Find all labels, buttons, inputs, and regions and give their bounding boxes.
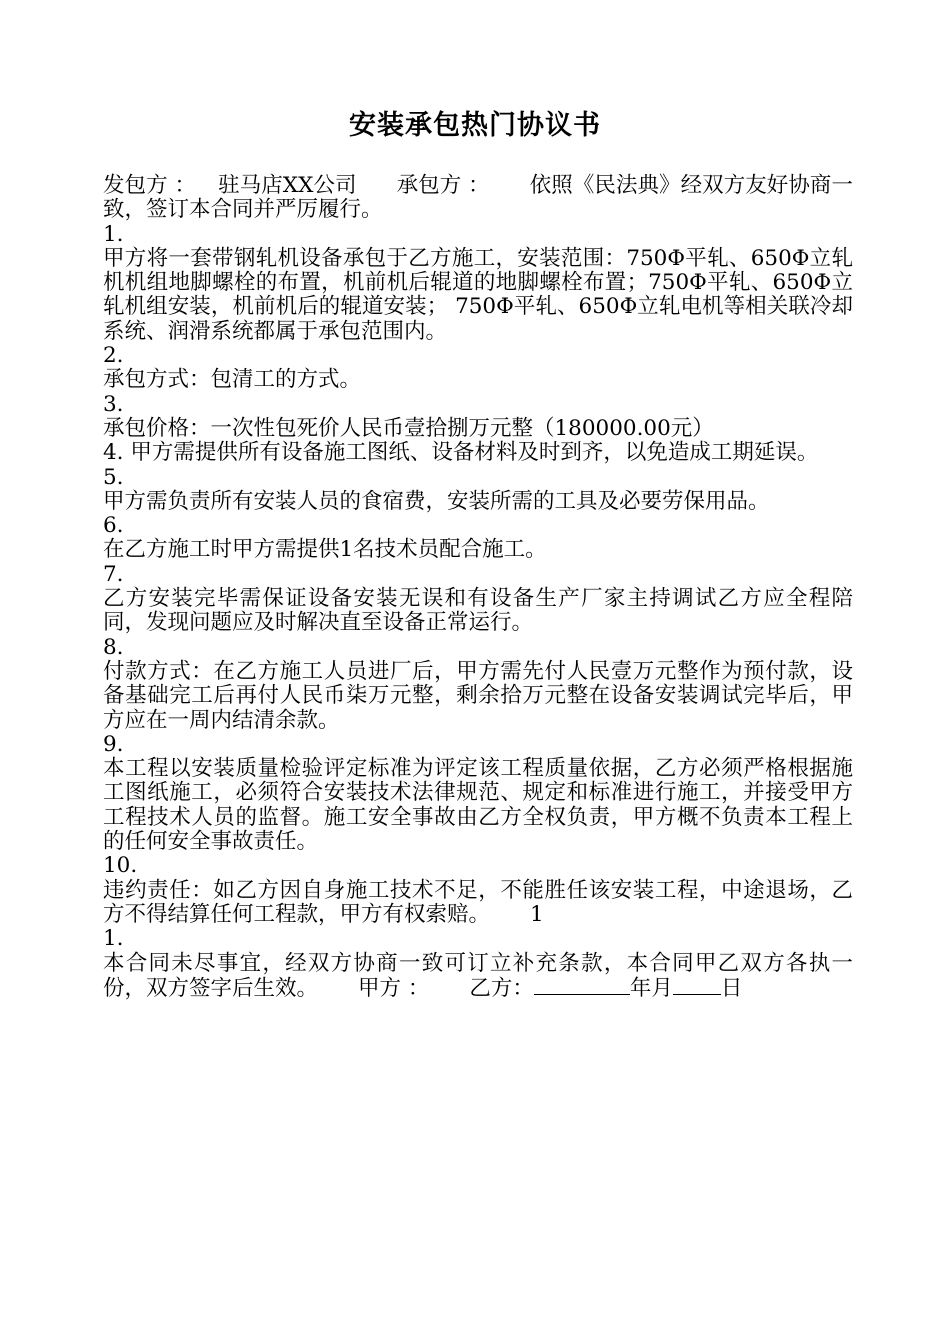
clause-number: 3. <box>103 391 124 417</box>
clause-text: 承包价格：一次性包死价人民币壹拾捌万元整（180000.00元） <box>103 415 714 441</box>
clause-inline <box>103 441 853 465</box>
clause-text: 本合同未尽事宜，经双方协商一致可订立补充条款，本合同甲乙双方各执一份，双方签字后生效。 <box>103 950 853 1001</box>
clause-number: 6. <box>103 513 124 539</box>
clause-text: 在乙方施工时甲方需提供1名技术员配合施工。 <box>103 537 547 563</box>
party-b-label: 承包方 ： <box>396 173 490 198</box>
party-a-name: 驻马店XX公司 <box>218 173 357 198</box>
clause-text: 违约责任：如乙方因自身施工技术不足，不能胜任该安装工程，中途退场，乙方不得结算任何工程款，甲方有权索赔。 <box>103 877 853 927</box>
clause-suffix: 1 <box>530 901 544 927</box>
signature-year-month: 年月 <box>629 975 673 1001</box>
clause-number: 5. <box>103 464 124 490</box>
clause-text: 乙方安装完毕需保证设备安装无误和有设备生产厂家主持调试乙方应全程陪同，发现问题应及时解决直至设备正常运行。 <box>103 586 853 636</box>
signature-party-a: 甲方 ： <box>358 975 430 1001</box>
clause-number: 1. <box>103 926 124 952</box>
document-title: 安装承包热门协议书 <box>349 110 601 141</box>
clause-text: 甲方需负责所有安装人员的食宿费，安装所需的工具及必要劳保用品。 <box>103 488 770 514</box>
signature-day: 日 <box>720 975 743 1001</box>
clause-number: 8. <box>103 634 124 660</box>
clause-number: 7. <box>103 561 124 587</box>
clause-number: 2. <box>103 343 124 369</box>
clause-number: 4. <box>103 440 124 466</box>
clause-text: 付款方式：在乙方施工人员进厂后，甲方需先付人民壹万元整作为预付款，设备基础完工后再付人民币柒万元整，剩余拾万元整在设备安装调试完毕后，甲方应在一周内结清余款。 <box>103 658 853 733</box>
signature-party-b: 乙方： <box>469 975 534 1001</box>
clause-text-with-suffix <box>103 879 853 928</box>
document-body <box>103 174 853 1001</box>
party-a-label: 发包方 ： <box>103 173 197 198</box>
clause-text: 承包方式：包清工的方式。 <box>103 367 362 393</box>
clause-number: 1. <box>103 221 124 247</box>
intro-paragraph <box>103 174 853 223</box>
clause-number: 10. <box>103 853 138 879</box>
signature-blank-line <box>534 976 630 995</box>
clause-text: 本工程以安装质量检验评定标准为评定该工程质量依据，乙方必须严格根据施工图纸施工，必须符合安装技术法律规范、规定和标准进行施工，并接受甲方工程技术人员的监督。施工安全事故由乙方全权负责，甲方概不负责本工程上的任何安全事故责任。 <box>103 756 853 855</box>
signature-blank-line <box>673 976 721 995</box>
preamble-text: 依照《民法典》经双方友好协商一致，签订本合同并严厉履行。 <box>103 173 853 223</box>
clause-text: 甲方将一套带钢轧机设备承包于乙方施工，安装范围：750Φ平轧、650Φ立轧机机组地脚螺栓的布置，机前机后辊道的地脚螺栓布置；750Φ平轧、650Φ立轧机组安装，机前机后的辊道安装； 750Φ平轧、650Φ立轧电机等相关联冷却系统、润滑系统都属于承包范围内。 <box>103 245 853 344</box>
clause-text: 甲方需提供所有设备施工图纸、设备材料及时到齐，以免造成工期延误。 <box>130 440 819 466</box>
clause-number: 9. <box>103 731 124 757</box>
closing-paragraph <box>103 952 853 1002</box>
